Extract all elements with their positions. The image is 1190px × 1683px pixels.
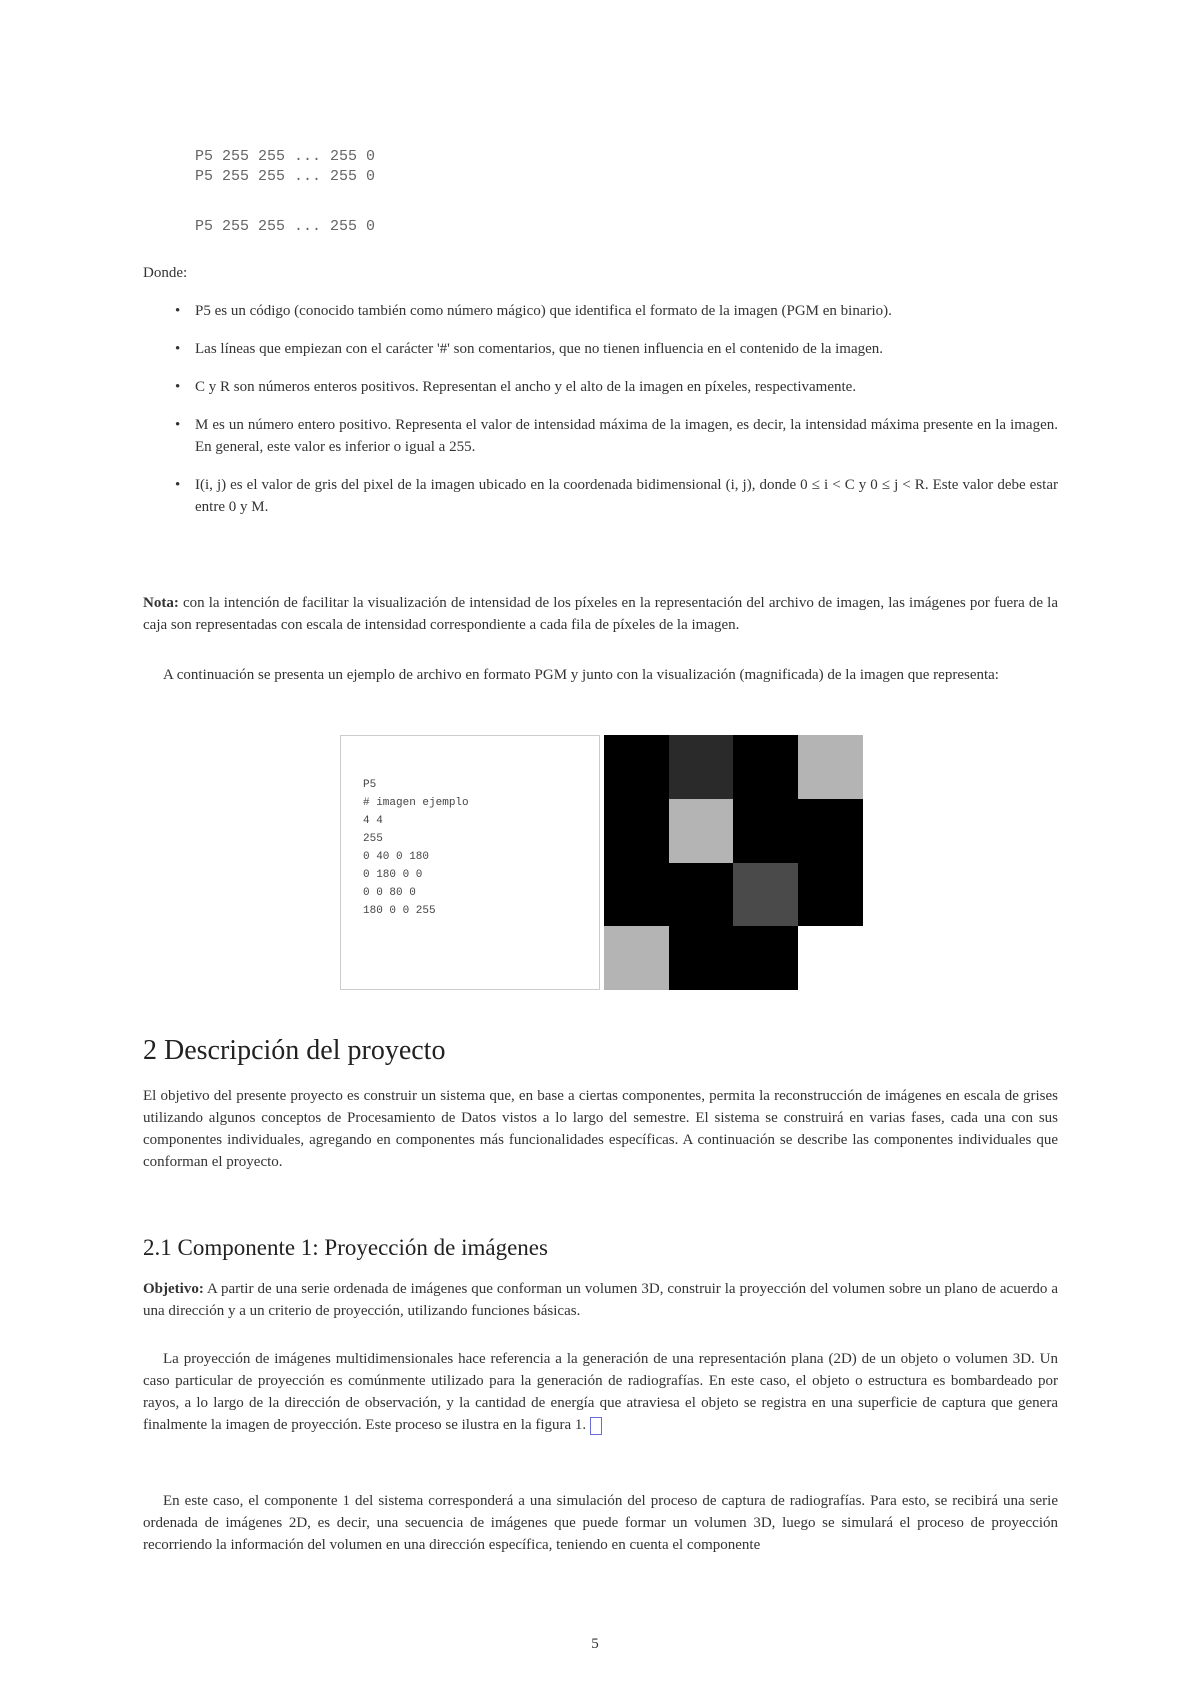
listing-line: 0 0 80 0 <box>363 887 416 899</box>
pixel-cell <box>733 799 798 863</box>
pixel-cell <box>669 926 734 990</box>
pgm-file-listing <box>340 735 600 990</box>
listing-line: 180 0 0 255 <box>363 905 436 917</box>
section-heading: 2 Descripción del proyecto <box>143 1035 446 1066</box>
pixel-cell <box>798 926 863 990</box>
listing-line: P5 <box>363 779 377 791</box>
code-line: P5 255 255 ... 255 0 <box>195 148 376 165</box>
listing-line: 0 40 0 180 <box>363 851 430 863</box>
pixel-cell <box>669 863 734 927</box>
pixel-cell <box>733 926 798 990</box>
subsection-heading: 2.1 Componente 1: Proyección de imágenes <box>143 1235 548 1260</box>
page-number: 5 <box>591 1636 599 1652</box>
pixel-cell <box>798 863 863 927</box>
code-line: P5 255 255 ... 255 0 <box>195 218 376 235</box>
note-text: con la intención de facilitar la visualización de intensidad de los píxeles en la representación del archivo de imagen, las imágenes por fuera de la caja son representadas con escala de intensidad correspondiente a cada fila de píxeles de la imagen. <box>143 595 1059 633</box>
pixel-cell <box>604 799 669 863</box>
listing-line: 4 4 <box>363 815 383 827</box>
section-paragraph: El objetivo del presente proyecto es construir un sistema que, en base a ciertas componentes, permita la reconstrucción de imágenes en escala de grises utilizando algunos conceptos de Procesamiento de Datos vistos a lo largo del semestre. El sistema se construirá en varias fases, cada una con sus componentes individuales, agregando en componentes más funcionalidades específicas. A continuación se describe las componentes individuales que conforman el proyecto. <box>143 1088 1058 1170</box>
note-paragraph <box>143 592 1058 636</box>
pixel-cell <box>604 863 669 927</box>
code-line: P5 255 255 ... 255 0 <box>195 168 376 185</box>
definition-list <box>143 300 1058 534</box>
listing-line: 0 180 0 0 <box>363 869 423 881</box>
donde-label: Donde: <box>143 265 188 281</box>
example-intro: A continuación se presenta un ejemplo de archivo en formato PGM y junto con la visualización (magnificada) de la imagen que representa: <box>163 667 999 683</box>
objective-paragraph <box>143 1278 1058 1322</box>
listing-line: 255 <box>363 833 383 845</box>
list-item: • M es un número entero positivo. Representa el valor de intensidad máxima de la imagen, es decir, la intensidad máxima presente en la imagen. En general, este valor es inferior o igual a 255. <box>175 417 1058 455</box>
pixel-cell <box>604 926 669 990</box>
pixel-cell <box>604 735 669 799</box>
body-paragraph: La proyección de imágenes multidimensionales hace referencia a la generación de una representación plana (2D) de un objeto o volumen 3D. Un caso particular de proyección es comúnmente utilizado para la generación de radiografías. En este caso, el objeto o estructura es bombardeado por rayos, a lo largo de la dirección de observación, y la cantidad de energía que atraviesa el objeto se registra en una superficie de captura que genera finalmente la imagen de proyección. Este proceso se ilustra en la figura 1. <box>143 1351 1058 1433</box>
list-item: • P5 es un código (conocido también como número mágico) que identifica el formato de la imagen (PGM en binario). <box>175 303 892 319</box>
list-item: • I(i, j) es el valor de gris del pixel de la imagen ubicado en la coordenada bidimensional (i, j), donde 0 ≤ i < C y 0 ≤ j < R. Este valor debe estar entre 0 y M. <box>175 477 1058 515</box>
figure-link[interactable] <box>590 1417 602 1435</box>
pixel-cell <box>733 735 798 799</box>
pixel-cell <box>798 799 863 863</box>
objective-label: Objetivo: <box>143 1281 204 1297</box>
pixel-cell <box>798 735 863 799</box>
pgm-example-figure <box>340 735 862 990</box>
list-item: • Las líneas que empiezan con el carácter '#' son comentarios, que no tienen influencia en el contenido de la imagen. <box>175 341 884 357</box>
listing-line: # imagen ejemplo <box>363 797 469 809</box>
pixel-cell <box>669 735 734 799</box>
pixel-cell <box>669 799 734 863</box>
magnified-image <box>604 735 862 990</box>
pixel-cell <box>733 863 798 927</box>
body-paragraph: En este caso, el componente 1 del sistema corresponderá a una simulación del proceso de captura de radiografías. Para esto, se recibirá una serie ordenada de imágenes 2D, es decir, una secuencia de imágenes que puede formar un volumen 3D, luego se simulará el proceso de proyección recorriendo la información del volumen en una dirección específica, teniendo en cuenta el componente <box>143 1493 1058 1553</box>
objective-text: A partir de una serie ordenada de imágenes que conforman un volumen 3D, construir la proyección del volumen sobre un plano de acuerdo a una dirección y a un criterio de proyección, utilizando funciones básicas. <box>143 1281 1058 1319</box>
note-label: Nota: <box>143 595 179 611</box>
list-item: • C y R son números enteros positivos. Representan el ancho y el alto de la imagen en píxeles, respectivamente. <box>175 379 857 395</box>
